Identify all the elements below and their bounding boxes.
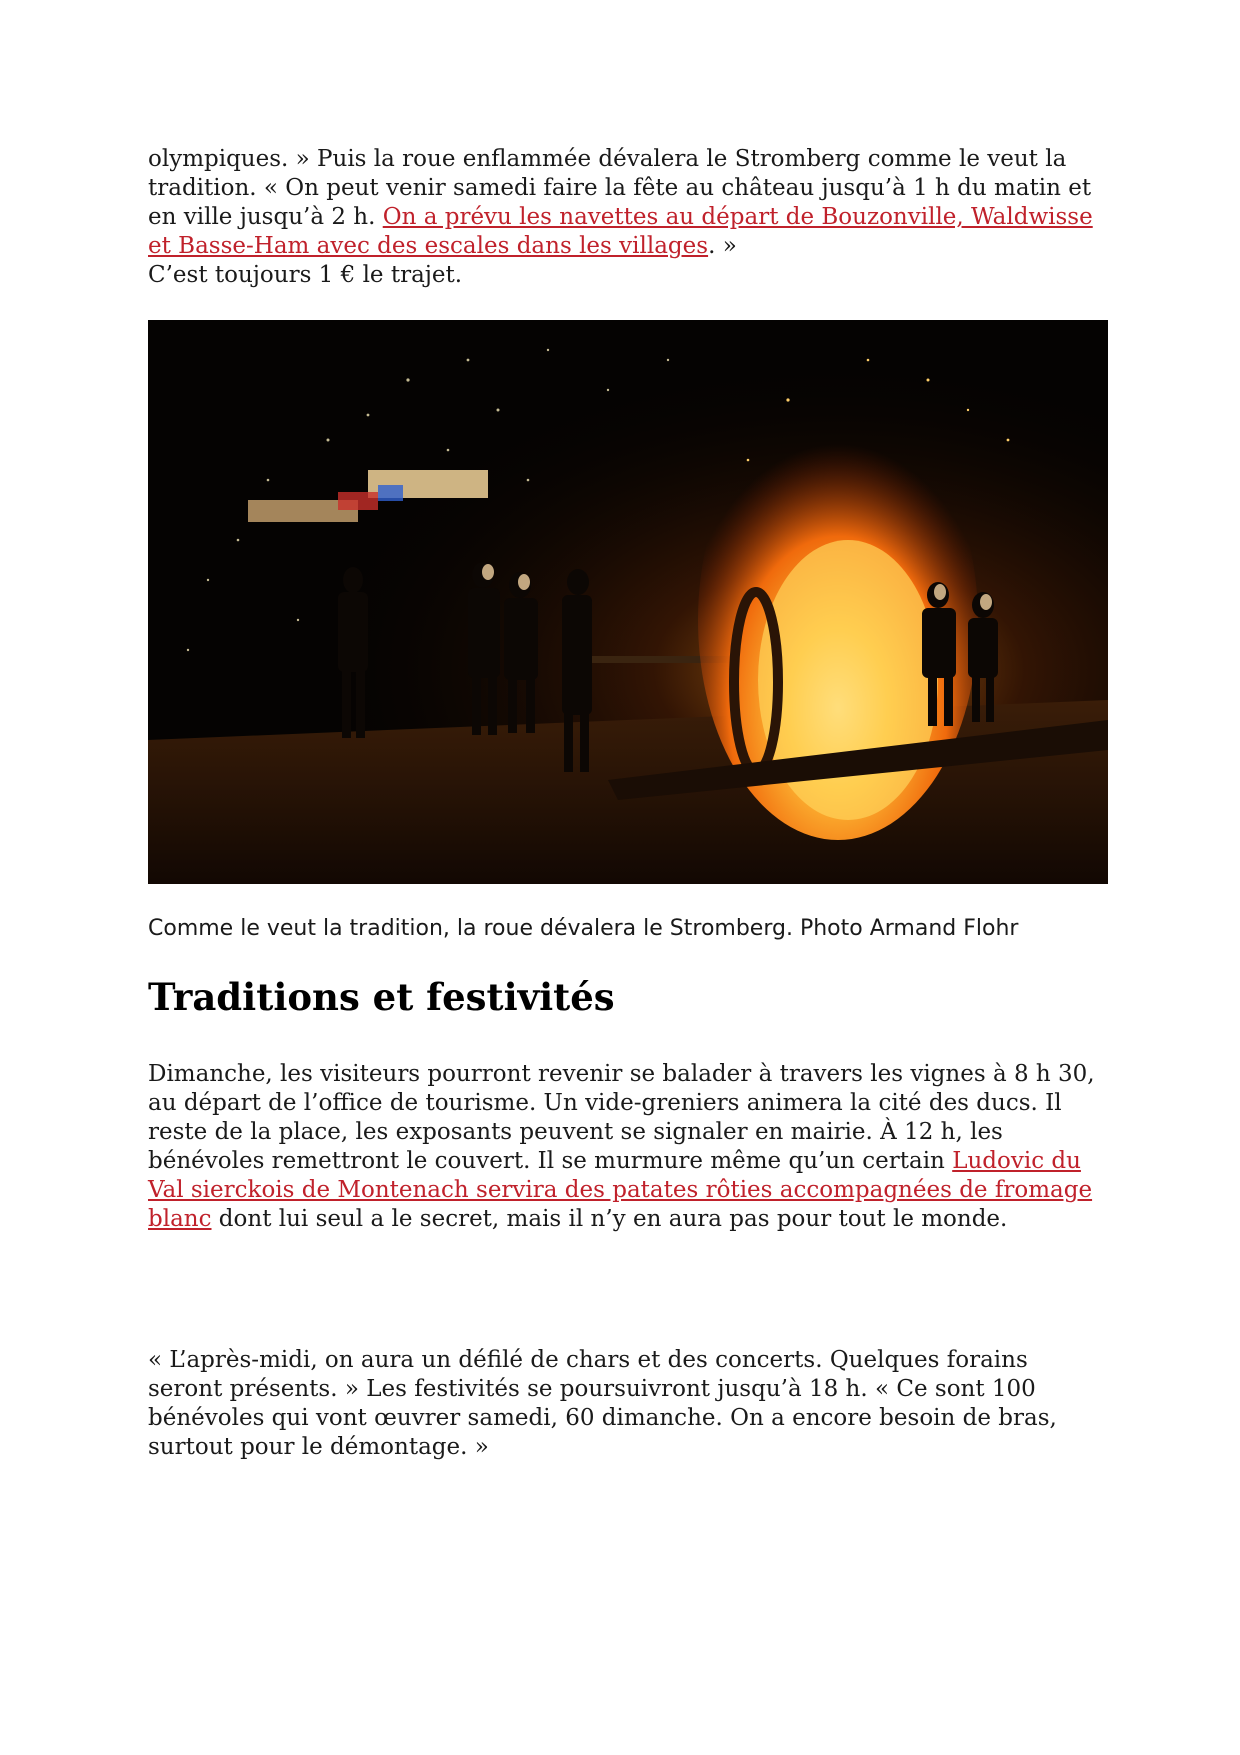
section-heading: Traditions et festivités: [148, 975, 615, 1019]
bonfire-photo: [148, 320, 1108, 884]
afternoon-paragraph: « L’après-midi, on aura un défilé de chars et des concerts. Quelques forains seront présents. » Les festivités se poursuivront jusqu’à 18 h. « Ce sont 100 bénévoles qui vont œuvrer samedi, 60 dimanche. On a encore besoin de bras, surtout pour le démontage. »: [148, 1347, 1057, 1460]
intro-text: olympiques. » Puis la roue enflammée dévalera le Stromberg comme le veut la tradition. « On peut venir samedi faire la fête au château jusqu’à 1 h du matin et en ville jusqu’à 2 h.: [148, 146, 1092, 230]
sunday-text-end: dont lui seul a le secret, mais il n’y en aura pas pour tout le monde.: [211, 1206, 1008, 1232]
sunday-paragraph: [148, 1060, 1108, 1234]
intro-paragraph: [148, 145, 1108, 290]
ludovic-link[interactable]: Ludovic du Val sierckois de Montenach servira des patates rôties accompagnées de fromage blanc: [148, 1148, 1093, 1232]
fare-text: C’est toujours 1 € le trajet.: [148, 262, 463, 288]
sunday-text: Dimanche, les visiteurs pourront revenir se balader à travers les vignes à 8 h 30, au départ de l’office de tourisme. Un vide-greniers animera la cité des ducs. Il reste de la place, les exposants peuvent se signaler en mairie. À 12 h, les bénévoles remettront le couvert. Il se murmure même qu’un certain: [148, 1061, 1095, 1174]
shuttle-link[interactable]: On a prévu les navettes au départ de Bouzonville, Waldwisse et Basse-Ham avec des escales dans les villages: [148, 204, 1093, 259]
photo-caption: Comme le veut la tradition, la roue dévalera le Stromberg. Photo Armand Flohr: [148, 916, 1019, 941]
article-page: [148, 145, 1108, 1462]
intro-text-end: . »: [708, 233, 737, 259]
